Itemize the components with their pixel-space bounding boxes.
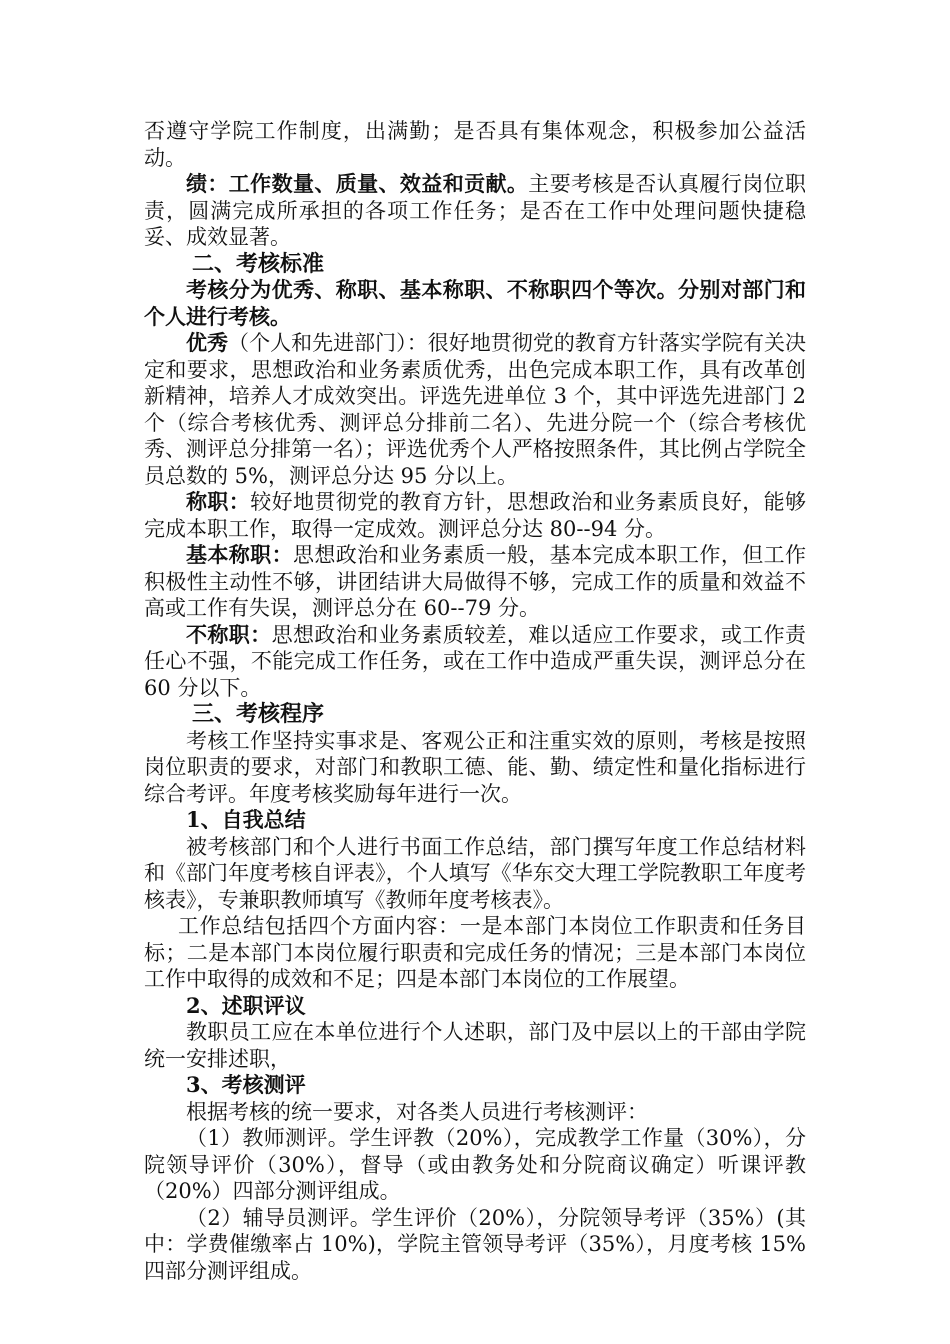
jiben-text: 思想政治和业务素质一般，基本完成本职工作，但工作积极性主动性不够，讲团结讲大局做得不够，完成工作的质量和效益不高或工作有失误，测评总分在 60--79 分。	[144, 543, 807, 620]
sub-3-paragraph-2: （1）教师测评。学生评教（20%），完成教学工作量（30%），分院领导评价（30%），督导（或由教务处和分院商议确定）听课评教（20%）四部分测评组成。	[144, 1126, 806, 1203]
youxiu-paragraph	[144, 330, 806, 489]
sub-3-paragraph-1: 根据考核的统一要求，对各类人员进行考核测评：	[186, 1099, 648, 1124]
jiben-paragraph	[144, 542, 806, 622]
sub-2-heading: 2、述职评议	[186, 992, 306, 1018]
section-2-intro: 考核分为优秀、称职、基本称职、不称职四个等次。分别对部门和个人进行考核。	[144, 277, 806, 329]
buchenzhi-text: 思想政治和业务素质较差，难以适应工作要求，或工作责任心不强，不能完成工作任务，或在工作中造成严重失误，测评总分在 60 分以下。	[144, 622, 807, 700]
section-3-heading: 三、考核程序	[192, 701, 325, 727]
continued-paragraph: 否遵守学院工作制度，出满勤；是否具有集体观念，积极参加公益活动。	[144, 119, 806, 170]
youxiu-label: 优秀	[186, 330, 229, 355]
sub-2-paragraph-1: 教职员工应在本单位进行个人述职，部门及中层以上的干部由学院统一安排述职，	[144, 1020, 806, 1071]
sub-1-paragraph-1: 被考核部门和个人进行书面工作总结，部门撰写年度工作总结材料和《部门年度考核自评表》，个人填写《华东交大理工学院教职工年度考核表》，专兼职教师填写《教师年度考核表》。	[144, 834, 806, 912]
sub-1-heading: 1、自我总结	[186, 807, 306, 832]
section-3-intro: 考核工作坚持实事求是、客观公正和注重实效的原则，考核是按照岗位职责的要求，对部门和教职工德、能、勤、绩定性和量化指标进行综合考评。年度考核奖励每年进行一次。	[144, 728, 806, 806]
buchenzhi-paragraph	[144, 622, 806, 702]
sub-3-heading: 3、考核测评	[186, 1072, 306, 1097]
sub-1-paragraph-2: 工作总结包括四个方面内容：一是本部门本岗位工作职责和任务目标；二是本部门本岗位履行职责和完成任务的情况；三是本部门本岗位工作中取得的成效和不足；四是本部门本岗位的工作展望。	[144, 914, 806, 991]
jiben-label: 基本称职：	[186, 542, 293, 567]
sub-3-paragraph-3: （2）辅导员测评。学生评价（20%），分院领导考评（35%）(其中：学费催缴率占 10%)，学院主管领导考评（35%），月度考核 15%四部分测评组成。	[144, 1205, 806, 1283]
section-2-heading: 二、考核标准	[192, 250, 325, 277]
ji-paragraph	[144, 171, 806, 251]
youxiu-text: （个人和先进部门）：很好地贯彻党的教育方针落实学院有关决定和要求，思想政治和业务素质优秀，出色完成本职工作，具有改革创新精神，培养人才成效突出。评选先进单位 3 个，其中评选先进部门 2 个（综合考核优秀、测评总分排前二名）、先进分院一个（综合考核优秀、测评总分排第一名）；评选优秀个人严格按照条件，其比例占学院全员总数的 5%，测评总分达 95 分以上。	[144, 331, 807, 488]
ji-label: 绩：工作数量、质量、效益和贡献。	[186, 171, 529, 196]
chenzhi-text: 较好地贯彻党的教育方针，思想政治和业务素质良好，能够完成本职工作，取得一定成效。测评总分达 80--94 分。	[144, 490, 807, 541]
chenzhi-label: 称职：	[186, 489, 251, 514]
document-body	[144, 118, 806, 1284]
ji-text: 主要考核是否认真履行岗位职责，圆满完成所承担的各项工作任务；是否在工作中处理问题快捷稳妥、成效显著。	[144, 172, 807, 249]
chenzhi-paragraph	[144, 489, 806, 542]
buchenzhi-label: 不称职：	[186, 621, 272, 647]
